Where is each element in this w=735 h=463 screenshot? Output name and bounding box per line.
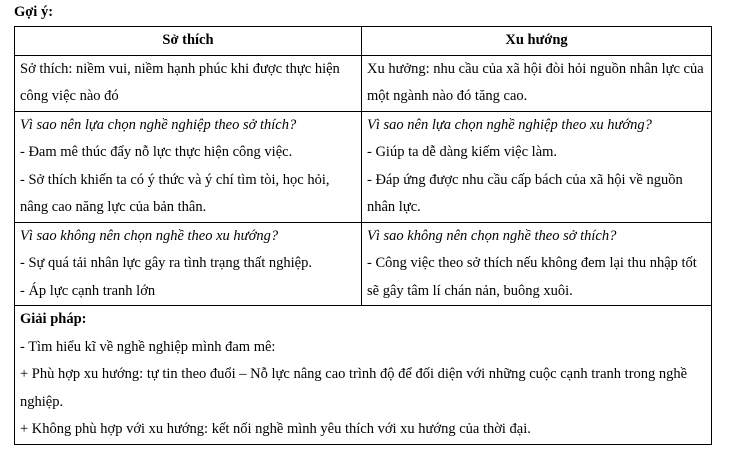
solution-line-1: - Tìm hiểu kĩ về nghề nghiệp mình đam mê:	[20, 338, 276, 355]
question-trend: Vì sao nên lựa chọn nghề nghiệp theo xu hướng?	[367, 116, 652, 133]
reasons-for-row	[15, 111, 712, 222]
solution-line-3: + Không phù hợp với xu hướng: kết nối nghề mình yêu thích với xu hướng của thời đại.	[20, 421, 531, 437]
point-against-hobby-1: - Công việc theo sở thích nếu không đem lại thu nhập tốt sẽ gây tâm lí chán nản, buông xuôi.	[367, 255, 697, 299]
solution-line-2: + Phù hợp xu hướng: tự tin theo đuổi – Nỗ lực nâng cao trình độ để đối diện với những cuộc cạnh tranh trong nghề nghiệp.	[20, 366, 688, 410]
question-against-hobby: Vì sao không nên chọn nghề theo sở thích?	[367, 227, 617, 244]
header-hobby: Sở thích	[15, 27, 362, 56]
definition-trend	[362, 55, 712, 111]
question-hobby: Vì sao nên lựa chọn nghề nghiệp theo sở thích?	[20, 116, 297, 133]
header-trend: Xu hướng	[362, 27, 712, 56]
point-hobby-2: - Sở thích khiến ta có ý thức và ý chí tìm tòi, học hỏi, nâng cao năng lực của bản thân.	[20, 171, 330, 215]
definition-hobby	[15, 55, 362, 111]
point-hobby-1: - Đam mê thúc đẩy nỗ lực thực hiện công việc.	[20, 144, 293, 160]
point-against-trend-2: - Áp lực cạnh tranh lớn	[20, 282, 156, 299]
definition-trend-text: Xu hưởng: nhu cầu của xã hội đòi hỏi nguồn nhân lực của một ngành nào đó tăng cao.	[367, 60, 704, 104]
header-row	[15, 27, 712, 56]
definition-hobby-text: Sở thích: niềm vui, niềm hạnh phúc khi được thực hiện công việc nào đó	[20, 60, 340, 104]
solution-title: Giải pháp:	[20, 311, 87, 327]
against-trend-cell	[15, 222, 362, 306]
reasons-for-trend	[362, 111, 712, 222]
solution-cell	[15, 306, 712, 445]
against-hobby-cell	[362, 222, 712, 306]
solution-row	[15, 306, 712, 445]
heading: Gợi ý:	[14, 4, 54, 20]
definition-row	[15, 55, 712, 111]
question-against-trend: Vì sao không nên chọn nghề theo xu hướng?	[20, 227, 279, 244]
reasons-for-hobby	[15, 111, 362, 222]
reasons-against-row	[15, 222, 712, 306]
point-trend-1: - Giúp ta dễ dàng kiếm việc làm.	[367, 144, 558, 160]
point-against-trend-1: - Sự quá tải nhân lực gây ra tình trạng thất nghiệp.	[20, 255, 312, 271]
point-trend-2: - Đáp ứng được nhu cầu cấp bách của xã hội về nguồn nhân lực.	[367, 171, 683, 215]
comparison-table	[14, 26, 712, 445]
